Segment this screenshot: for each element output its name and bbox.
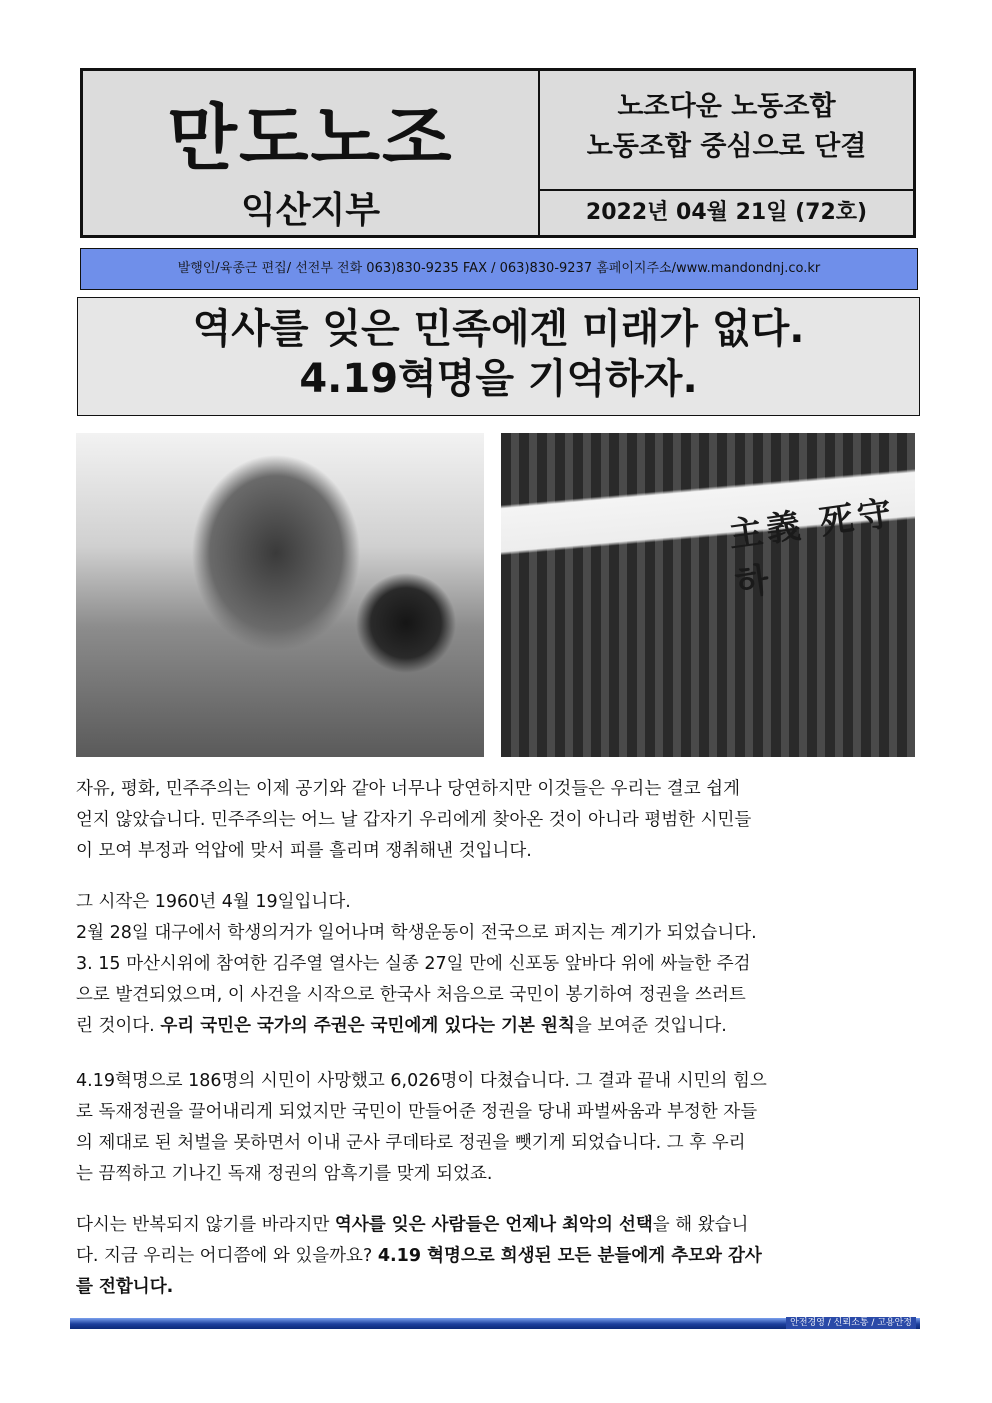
text-run: 을 보여준 것입니다. [574,1016,727,1036]
text-run: 다. 지금 우리는 어디쯤에 와 있을까요? [76,1246,378,1266]
masthead-title-block [83,71,540,235]
text-line [76,1210,916,1241]
slogan-block [540,71,913,191]
emphasis-text: 를 전합니다. [76,1277,174,1297]
text-line: 얻지 않았습니다. 민주주의는 어느 날 갑자기 우리에게 찾아온 것이 아니라 평범한 시민들 [76,810,752,830]
text-line: 3. 15 마산시위에 참여한 김주열 열사는 실종 27일 만에 신포동 앞바다 위에 싸늘한 주검 [76,954,751,974]
paragraph-1 [76,774,916,867]
emphasis-text: 역사를 잊은 사람들은 언제나 최악의 선택 [334,1215,653,1235]
text-line: 는 끔찍하고 기나긴 독재 정권의 암흑기를 맞게 되었죠. [76,1164,493,1184]
statue-toppling-photo [76,433,484,757]
slogan [540,87,913,167]
text-line: 자유, 평화, 민주주의는 이제 공기와 같아 너무나 당연하지만 이것들은 우리는 결코 쉽게 [76,779,740,799]
emphasis-text: 4.19 혁명으로 희생된 모든 분들에게 추모와 감사 [377,1246,762,1266]
text-line: 으로 발견되었으며, 이 사건을 시작으로 한국사 처음으로 국민이 봉기하여 정권을 쓰러트 [76,985,746,1005]
emphasis-text: 우리 국민은 국가의 주권은 국민에게 있다는 기본 원칙 [160,1016,575,1036]
protest-banner-text: 主義 死守하 [726,492,898,605]
branch-name: 익산지부 [240,190,381,231]
masthead [80,68,916,238]
headline-line-1: 역사를 잊은 민족에겐 미래가 없다. [192,306,805,352]
slogan-line-1: 노조다운 노동조합 [617,91,836,122]
footer-motto: 안전경영 / 신뢰소통 / 고용안정 [786,1317,916,1329]
headline-box [77,297,920,416]
paragraph-3 [76,1066,916,1190]
text-line [76,1011,916,1042]
text-run: 린 것이다. [76,1016,161,1036]
slogan-line-2: 노동조합 중심으로 단결 [586,131,867,162]
text-line: 이 모여 부정과 억압에 맞서 피를 흘리며 쟁취해낸 것입니다. [76,841,532,861]
text-line: 2월 28일 대구에서 학생의거가 일어나며 학생운동이 전국으로 퍼지는 계기가 되었습니다. [76,923,757,943]
union-name: 만도노조 [167,96,454,180]
text-run: 을 해 왔습니 [652,1215,749,1235]
headline-line-2: 4.19혁명을 기억하자. [299,356,698,402]
text-line [76,1241,916,1272]
text-line: 의 제대로 된 처벌을 못하면서 이내 군사 쿠데타로 정권을 뺏기게 되었습니다. 그 후 우리 [76,1133,746,1153]
text-line: 4.19혁명으로 186명의 시민이 사망했고 6,026명이 다쳤습니다. 그 결과 끝내 시민의 힘으 [76,1071,767,1091]
text-line [76,1272,916,1303]
publisher-info-bar: 발행인/육종근 편집/ 선전부 전화 063)830-9235 FAX / 063)830-9237 홈페이지주소/www.mandondnj.co.kr [80,248,918,290]
text-line: 로 독재정권을 끌어내리게 되었지만 국민이 만들어준 정권을 당내 파벌싸움과 부정한 자들 [76,1102,758,1122]
issue-date: 2022년 04월 21일 (72호) [585,200,868,225]
text-run: 다시는 반복되지 않기를 바라지만 [76,1215,335,1235]
student-march-photo [501,433,915,757]
paragraph-2 [76,887,916,1042]
text-line: 그 시작은 1960년 4월 19일입니다. [76,892,351,912]
paragraph-4 [76,1210,916,1303]
